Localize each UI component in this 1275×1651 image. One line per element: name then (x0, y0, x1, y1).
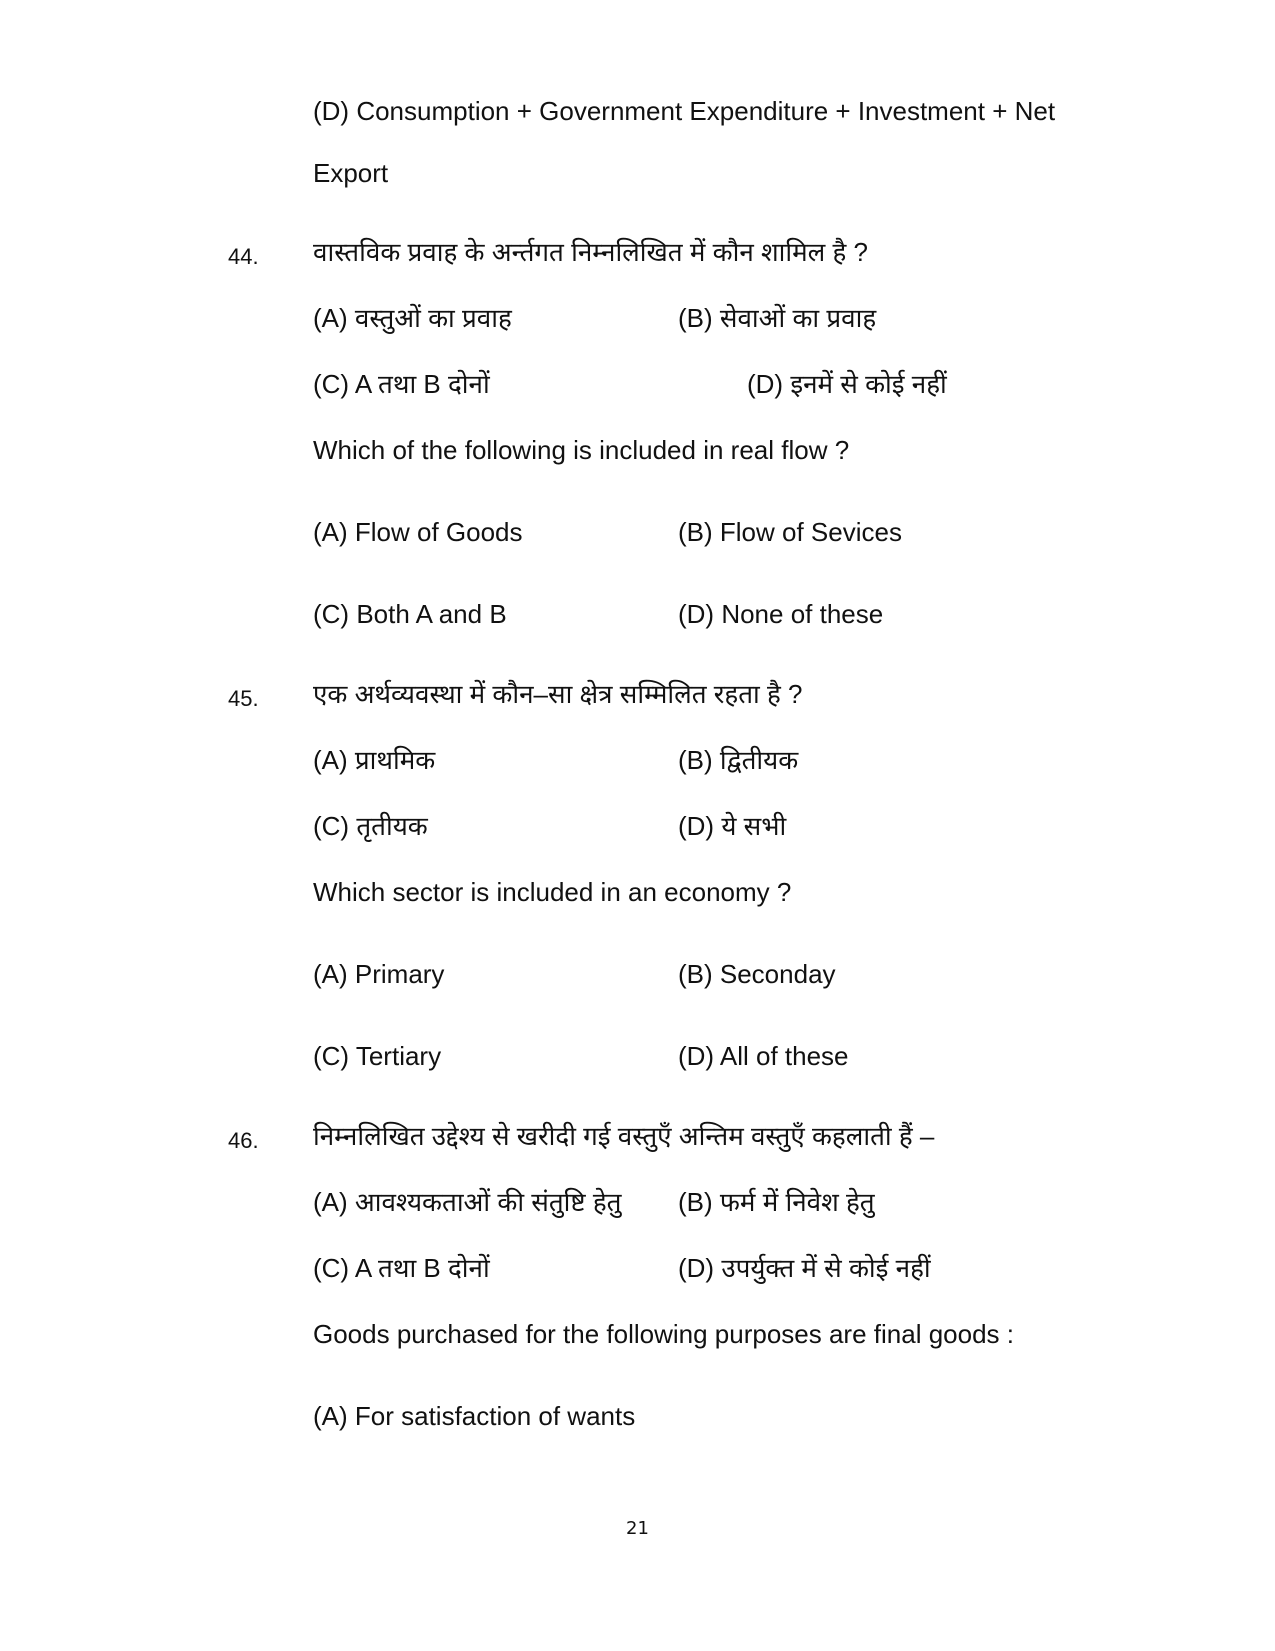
question-hindi: वास्तविक प्रवाह के अर्न्तगत निम्नलिखित में कौन शामिल है ? (313, 237, 869, 267)
page-number: 21 (626, 1518, 649, 1539)
question-english: Goods purchased for the following purposes are final goods : (313, 1319, 1014, 1349)
option-hindi: (B) सेवाओं का प्रवाह (678, 303, 877, 333)
option-english: (D) None of these (678, 599, 884, 629)
option-hindi: (C) तृतीयक (313, 811, 428, 841)
option-english: (C) Both A and B (313, 599, 507, 629)
question-english: Which sector is included in an economy ? (313, 877, 792, 907)
question-number: 46. (228, 1128, 259, 1153)
option-hindi: (B) फर्म में निवेश हेतु (678, 1187, 875, 1217)
question-hindi: एक अर्थव्यवस्था में कौन–सा क्षेत्र सम्मिलित रहता है ? (313, 679, 803, 709)
option-english: (C) Tertiary (313, 1041, 442, 1071)
option-hindi: (B) द्वितीयक (678, 745, 799, 775)
continuation-line-1: (D) Consumption + Government Expenditure + Investment + Net (313, 96, 1056, 126)
option-english: (A) Flow of Goods (313, 517, 523, 547)
continuation-line-2: Export (313, 158, 389, 188)
option-english: (A) Primary (313, 959, 445, 989)
option-english: (D) All of these (678, 1041, 849, 1071)
question-english: Which of the following is included in real flow ? (313, 435, 850, 465)
option-hindi: (A) वस्तुओं का प्रवाह (313, 303, 512, 333)
option-english: (B) Flow of Sevices (678, 517, 902, 547)
option-hindi: (D) उपर्युक्त में से कोई नहीं (678, 1253, 931, 1283)
option-hindi: (C) A तथा B दोनों (313, 369, 490, 399)
option-hindi: (D) इनमें से कोई नहीं (747, 369, 947, 399)
option-hindi: (D) ये सभी (678, 811, 787, 841)
option-english: (B) Seconday (678, 959, 836, 989)
option-english: (A) For satisfaction of wants (313, 1401, 636, 1431)
option-hindi: (A) प्राथमिक (313, 745, 436, 775)
question-number: 45. (228, 686, 259, 711)
question-number: 44. (228, 244, 259, 269)
question-hindi: निम्नलिखित उद्देश्य से खरीदी गई वस्तुएँ अन्तिम वस्तुएँ कहलाती हैं – (313, 1121, 935, 1151)
option-hindi: (A) आवश्यकताओं की संतुष्टि हेतु (313, 1187, 622, 1217)
option-hindi: (C) A तथा B दोनों (313, 1253, 490, 1283)
